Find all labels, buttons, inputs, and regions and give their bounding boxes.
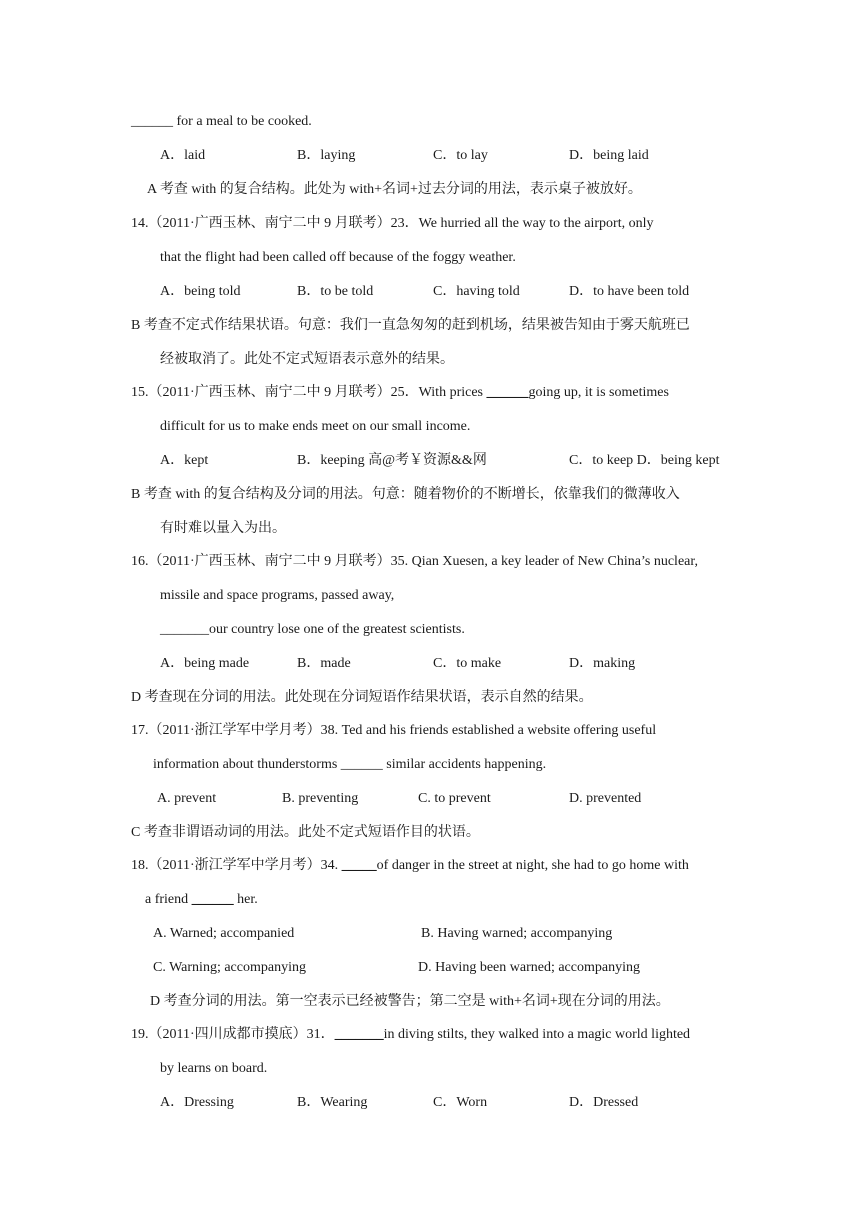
q19-option-a: A．Dressing [160,1095,234,1110]
q18-stem-prefix: 18.（2011·浙江学军中学月考）34. [131,858,342,873]
q19-stem-line2: by learns on board. [160,1061,268,1076]
q13-option-a: A．laid [160,148,206,163]
q18-answer-blank-2: ______ [191,892,234,907]
q18-option-b: B. Having warned; accompanying [421,926,613,941]
q15-stem-prefix: 15.（2011·广西玉林、南宁二中 9 月联考）25．With prices [131,385,487,400]
q15-option-cd: C．to keep D．being kept [569,453,720,468]
q19-stem-prefix: 19.（2011·四川成都市摸底）31． [131,1027,335,1042]
q16-stem-line2: missile and space programs, passed away, [160,588,395,603]
q16-option-b: B．made [297,656,351,671]
q17-stem-line2: information about thunderstorms ______ similar accidents happening. [153,757,547,772]
q19-option-c: C．Worn [433,1095,488,1110]
q14-option-d: D．to have been told [569,284,690,299]
q14-answer-line2: 经被取消了。此处不定式短语表示意外的结果。 [160,352,454,367]
q18-stem-line2 [145,891,258,909]
q16-stem-line1: 16.（2011·广西玉林、南宁二中 9 月联考）35. Qian Xuesen, a key leader of New China’s nuclear, [131,554,698,569]
q18-option-c: C. Warning; accompanying [153,960,306,975]
q16-option-c: C．to make [433,656,502,671]
q17-option-c: C. to prevent [418,791,491,806]
q18-stem-line1 [131,857,689,875]
q14-stem-line1: 14.（2011·广西玉林、南宁二中 9 月联考）23．We hurried all the way to the airport, only [131,216,654,231]
q18-stem2-suffix: her. [233,892,258,907]
q17-answer: C 考查非谓语动词的用法。此处不定式短语作目的状语。 [131,825,480,840]
q18-option-d: D. Having been warned; accompanying [418,960,640,975]
q17-stem-line1: 17.（2011·浙江学军中学月考）38. Ted and his friends established a website offering useful [131,723,657,738]
q13-stem-line: ______ for a meal to be cooked. [131,114,312,129]
q16-option-a: A．being made [160,656,250,671]
q18-stem2-prefix: a friend [145,892,192,907]
q16-answer: D 考查现在分词的用法。此处现在分词短语作结果状语，表示自然的结果。 [131,690,593,705]
q18-option-a: A. Warned; accompanied [153,926,295,941]
q14-answer-line1: B 考查不定式作结果状语。句意：我们一直急匆匆的赶到机场，结果被告知由于雾天航班已 [131,318,690,333]
q16-stem-line3 [160,621,465,639]
q19-answer-blank: _______ [334,1027,384,1042]
q15-answer-line2: 有时难以量入为出。 [160,521,286,536]
q17-option-b: B. preventing [282,791,359,806]
q15-stem-line2: difficult for us to make ends meet on our small income. [160,419,471,434]
q16-stem-suffix: our country lose one of the greatest scientists. [209,622,465,637]
q14-stem-line2: that the flight had been called off because of the foggy weather. [160,250,516,265]
q14-option-a: A．being told [160,284,241,299]
q15-answer-blank: ______ [486,385,529,400]
q15-answer-line1: B 考查 with 的复合结构及分词的用法。句意：随着物价的不断增长，依靠我们的微薄收入 [131,487,680,502]
q15-stem-line1 [131,384,669,402]
q15-stem-suffix: going up, it is sometimes [528,385,669,400]
q15-option-a: A．kept [160,453,209,468]
q13-answer: A 考查 with 的复合结构。此处为 with+名词+过去分词的用法，表示桌子被放好。 [147,182,642,197]
q18-stem-suffix: of danger in the street at night, she had to go home with [376,858,689,873]
q18-answer-blank-1: _____ [341,858,377,873]
q14-option-b: B．to be told [297,284,374,299]
q19-stem-line1 [131,1026,690,1044]
q16-answer-blank: _______ [160,622,209,637]
q19-option-b: B．Wearing [297,1095,368,1110]
q13-option-d: D．being laid [569,148,649,163]
q13-option-c: C．to lay [433,148,488,163]
q17-option-a: A. prevent [157,791,217,806]
q18-answer: D 考查分词的用法。第一空表示已经被警告；第二空是 with+名词+现在分词的用法。 [150,994,670,1009]
q19-stem-suffix: in diving stilts, they walked into a magic world lighted [383,1027,691,1042]
q19-option-d: D．Dressed [569,1095,639,1110]
q17-option-d: D. prevented [569,791,642,806]
q16-option-d: D．making [569,656,636,671]
q14-option-c: C．having told [433,284,520,299]
q13-option-b: B．laying [297,148,356,163]
q15-option-b: B．keeping 高@考￥资源&&网 [297,453,487,468]
